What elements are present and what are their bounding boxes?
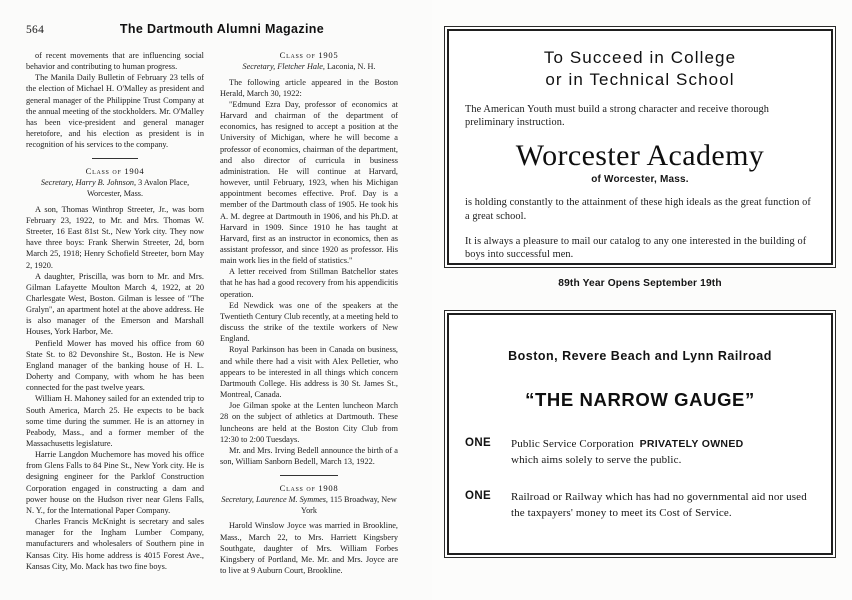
class-note: Royal Parkinson has been in Canada on business, and while there had a visit with Alex Pelletier, who appears to be interested in all things which concern Dartmouth College. His address is 30 St. James St., Montreal, Canada. [220, 345, 398, 400]
right-page [432, 0, 852, 600]
section-divider [280, 475, 338, 476]
class-note: Mr. and Mrs. Irving Bedell announce the birth of a son, William Sanborn Bedell, March 13, 1922. [220, 445, 398, 466]
class-note: Charles Francis McKnight is secretary and sales manager for the Ingham Lumber Company, manufacturers and wholesalers of Southern pine in Kansas City. His home address is 4015 Forest Ave., Kansas City, Mo. Mack has two fine boys. [26, 517, 204, 571]
ad-frame [447, 29, 833, 289]
running-title: The Dartmouth Alumni Magazine [119, 22, 325, 36]
ad-slogan-title: “THE NARROW GAUGE” [525, 389, 755, 410]
ad-school-location: of Worcester, Mass. [591, 174, 689, 186]
ad-point-text [511, 437, 744, 468]
class-note: Penfield Mower has moved his office from 60 State St. to 82 Devonshire St., Boston. He is New England manager of the banking house of H. L. Doherty and Company, with whom he has been connected for the past twelve years. [26, 338, 204, 393]
ad-point-label: ONE [465, 490, 492, 503]
secretary-name: Harry B. Johnson, [75, 178, 137, 188]
class-note: The following article appeared in the Boston Herald, March 30, 1922: [220, 77, 398, 98]
ad-year-opening: 89th Year Opens September 19th [558, 277, 722, 289]
class-note: A daughter, Priscilla, was born to Mr. and Mrs. Gilman Lafayette Moulton March 4, 1922, at 20 Charlesgate West, Boston. Gilman is lessee of "The Gralyn", an apartment hotel at the above address. He is also manager of the Emerson and Marshall Houses, York Harbor, Me. [26, 271, 204, 337]
ad-lead-text: The American Youth must build a strong character and receive thorough preliminary instruction. [465, 103, 769, 129]
ad-point-two [465, 490, 815, 521]
page-header [26, 22, 414, 44]
ad-headline-line-2: or in Technical School [545, 69, 735, 89]
secretary-label: Secretary, [40, 178, 74, 188]
class-note: Harold Winslow Joyce was married in Brookline, Mass., March 22, to Mrs. Harriett Kingsbery Southgate, daughter of Mrs. William Forbes Kingsbery of Portland, Me. Mr. and Mrs. Joyce are to live at 9 Auburn Court, Brookline. [220, 521, 398, 576]
ad-point-emphasis: PRIVATELY OWNED [639, 438, 744, 450]
secretary-address: 3 Avalon Place, Worcester, Mass. [86, 178, 190, 199]
secretary-name: Fletcher Hale, [277, 62, 325, 71]
ad-point-text-part-a: Public Service Corporation [511, 438, 634, 450]
secretary-label: Secretary, [221, 495, 254, 505]
class-note: Ed Newdick was one of the speakers at the Twentieth Century Club recently, at a meeting held to discuss the strike of the textile workers of New England. [220, 300, 398, 344]
class-note: William H. Mahoney sailed for an extended trip to South America, March 25. He expects to be back some time during the summer. He is an attorney in Peabody, Mass., and a former member of the Massachusetts legislature. [26, 394, 204, 448]
advertisement-narrow-gauge [444, 310, 836, 558]
ad-point-text: Railroad or Railway which has had no governmental aid nor used the taxpayers' money to meet its Cost of Service. [511, 491, 807, 519]
class-heading-1908: Class of 1908 [279, 483, 339, 494]
secretary-label: Secretary, [242, 62, 276, 71]
ad-frame [447, 313, 833, 555]
secretary-address: Laconia, N. H. [327, 62, 376, 71]
column-two [220, 50, 398, 598]
secretary-line-1908 [220, 495, 398, 516]
class-note: "Edmund Ezra Day, professor of economics at Harvard and chairman of the department of economics, has resigned to accept a position at the University of Michigan, where he will become a professor of economics, chairman of the department, and also director of curricula in business administration. He will continue at Harvard, however, until February, 1923, when his Michigan appointment becomes effective. Prof. Day is a member of the Dartmouth class of 1905. He took his A. M. degree at Dartmouth in 1906, and his Ph.D. at Harvard in 1909. Since 1910 he has taught at Harvard, first as an instructor in economics, then as assistant professor, and since 1920 as professor. His main work lies in the field of statistics." [220, 99, 398, 266]
class-note: Harrie Langdon Muchemore has moved his office from Glens Falls to 84 Pine St., New York city. He is designing engineer for the Parklof Construction Corporation engaged in constructing a dam and power house on the Hudson river near Glens Falls, N. Y., for the International Paper Company. [26, 450, 204, 515]
section-divider [92, 158, 138, 159]
ad-point-label: ONE [465, 437, 492, 449]
secretary-address: 115 Broadway, New York [300, 495, 397, 515]
class-note: A letter received from Stillman Batchellor states that he has had a good recovery from his appendicitis operation. [220, 267, 398, 299]
class-heading-1905: Class of 1905 [279, 50, 339, 60]
secretary-name: Laurence M. Symmes, [255, 495, 328, 505]
class-heading-1904: Class of 1904 [85, 166, 145, 177]
ad-school-name: Worcester Academy [515, 138, 765, 172]
paragraph: The Manila Daily Bulletin of February 23 tells of the election of Michael H. O'Malley as president and general manager of the Philippine Trust Company at the annual meeting of the stockholders. Mr. O'Malley has been vice-president and general manager heretofore, and his election as president is in recognition of his services to the company. [26, 73, 204, 150]
secretary-line-1904 [26, 178, 204, 199]
ad-body-text-1: is holding constantly to the attainment of these high ideals as the great function of a great school. [465, 197, 811, 222]
ad-headline [465, 47, 815, 91]
ad-point-text-part-b: which aims solely to serve the public. [511, 453, 682, 466]
column-one [26, 50, 204, 598]
ad-railroad-name: Boston, Revere Beach and Lynn Railroad [508, 349, 772, 363]
ad-point-one [465, 437, 815, 468]
advertisement-worcester-academy [444, 26, 836, 289]
paragraph: of recent movements that are influencing social behavior and contributing to human progress. [26, 51, 204, 72]
ad-headline-line-1: To Succeed in College [543, 48, 737, 67]
class-note: A son, Thomas Winthrop Streeter, Jr., was born February 23, 1922, to Mr. and Mrs. Thomas W. Streeter, 16 East 81st St., New York city. They now have three boys: Frank Sherwin Streeter, 2d, born March 25, 1918; Henry Schofield Streeter, born May 2, 1920. [26, 204, 204, 270]
secretary-line-1905 [220, 62, 398, 73]
text-columns [26, 50, 414, 598]
class-note: Joe Gilman spoke at the Lenten luncheon March 28 on the subject of athletics at Dartmouth. These luncheons are held at the Boston City Club from 12:30 to 2:00 Tuesdays. [220, 401, 398, 444]
page-number: 564 [26, 24, 45, 36]
ad-body-text-2: It is always a pleasure to mail our catalog to any one interested in the building of boys into successful men. [465, 235, 807, 261]
